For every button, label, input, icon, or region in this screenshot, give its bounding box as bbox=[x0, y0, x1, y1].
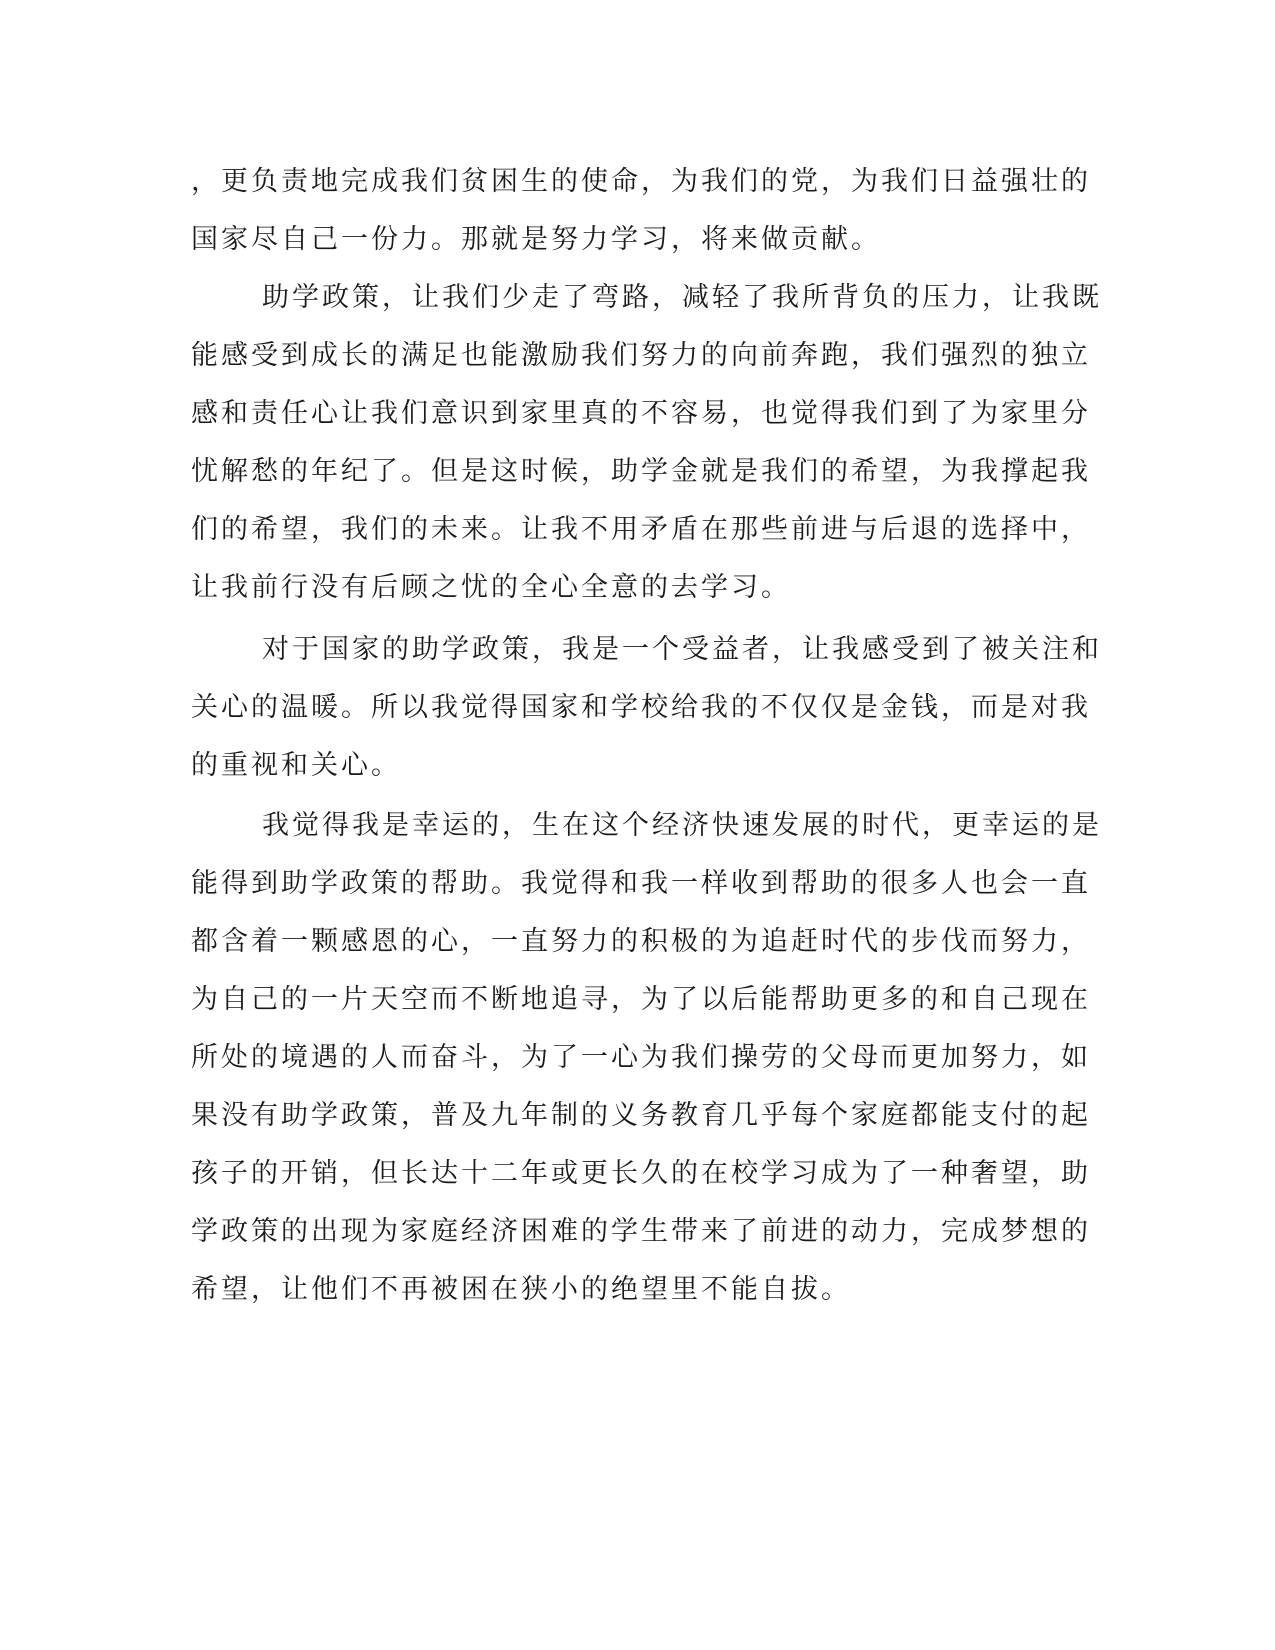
paragraph-first-line: 我觉得我是幸运的，生在这个经济快速发展的时代，更幸运的是 bbox=[262, 810, 1102, 841]
text-line: 忧解愁的年纪了。但是这时候，助学金就是我们的希望，为我撑起我 bbox=[191, 456, 1091, 487]
text-line: 学政策的出现为家庭经济困难的学生带来了前进的动力，完成梦想的 bbox=[191, 1216, 1091, 1247]
text-line: 孩子的开销，但长达十二年或更长久的在校学习成为了一种奢望，助 bbox=[191, 1158, 1091, 1189]
text-line: 为自己的一片天空而不断地追寻，为了以后能帮助更多的和自己现在 bbox=[191, 984, 1091, 1015]
text-line: 关心的温暖。所以我觉得国家和学校给我的不仅仅是金钱，而是对我 bbox=[191, 692, 1091, 723]
text-line: 果没有助学政策，普及九年制的义务教育几乎每个家庭都能支付的起 bbox=[191, 1100, 1091, 1131]
text-line: 的重视和关心。 bbox=[191, 750, 401, 781]
text-line: ，更负责地完成我们贫困生的使命，为我们的党，为我们日益强壮的 bbox=[191, 166, 1091, 197]
text-line: 能得到助学政策的帮助。我觉得和我一样收到帮助的很多人也会一直 bbox=[191, 868, 1091, 899]
paragraph-first-line: 助学政策，让我们少走了弯路，减轻了我所背负的压力，让我既 bbox=[262, 282, 1102, 313]
text-line: 希望，让他们不再被困在狭小的绝望里不能自拔。 bbox=[191, 1274, 851, 1305]
text-line: 感和责任心让我们意识到家里真的不容易，也觉得我们到了为家里分 bbox=[191, 398, 1091, 429]
text-line: 能感受到成长的满足也能激励我们努力的向前奔跑，我们强烈的独立 bbox=[191, 340, 1091, 371]
text-line: 让我前行没有后顾之忧的全心全意的去学习。 bbox=[191, 572, 791, 603]
text-line: 都含着一颗感恩的心，一直努力的积极的为追赶时代的步伐而努力， bbox=[191, 926, 1091, 957]
text-line: 所处的境遇的人而奋斗，为了一心为我们操劳的父母而更加努力，如 bbox=[191, 1042, 1091, 1073]
text-line: 们的希望，我们的未来。让我不用矛盾在那些前进与后退的选择中， bbox=[191, 514, 1091, 545]
paragraph-first-line: 对于国家的助学政策，我是一个受益者，让我感受到了被关注和 bbox=[262, 634, 1102, 665]
text-line: 国家尽自己一份力。那就是努力学习，将来做贡献。 bbox=[191, 224, 881, 255]
